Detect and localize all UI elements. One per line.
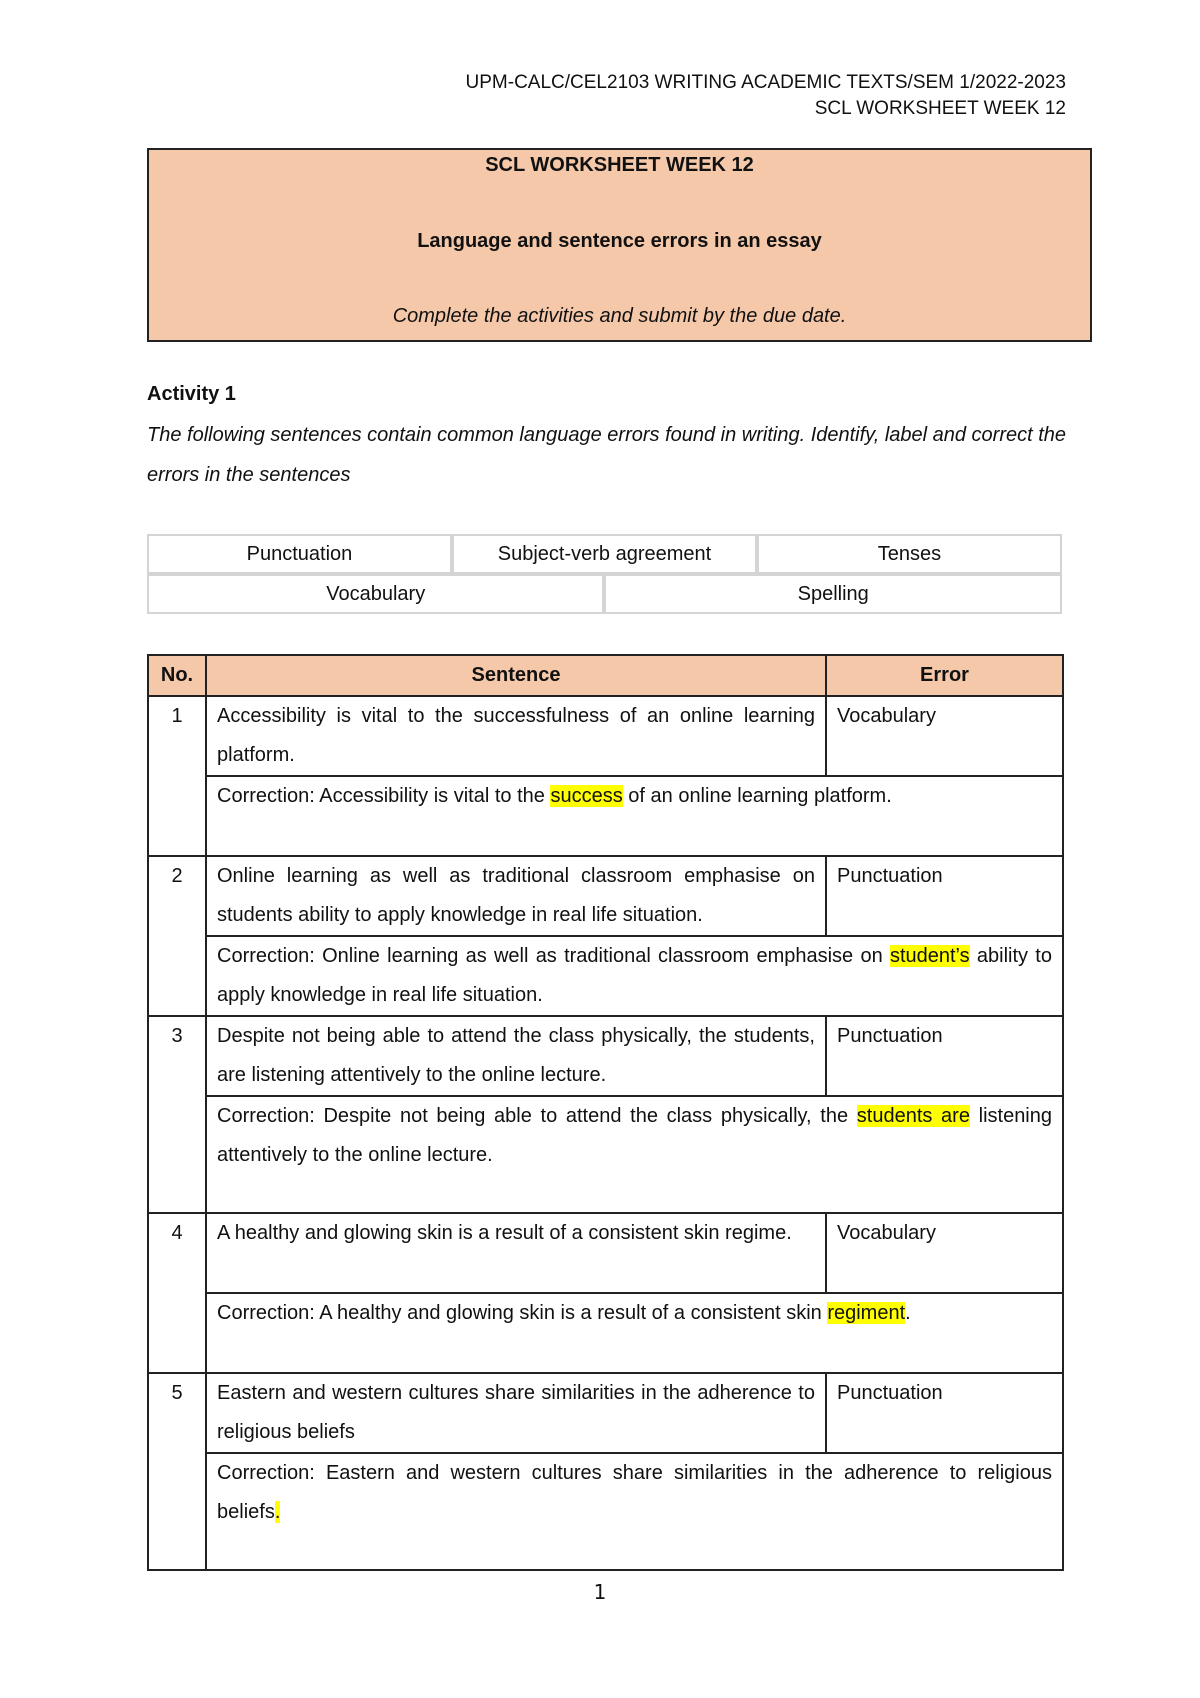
- header-no: No.: [148, 655, 206, 696]
- header-error: Error: [826, 655, 1063, 696]
- row-sentence: Despite not being able to attend the class physically, the students, are listening attentively to the online lecture.: [206, 1016, 826, 1096]
- table-row: [148, 696, 1063, 776]
- row-number: 3: [148, 1016, 206, 1213]
- header-sentence: Sentence: [206, 655, 826, 696]
- row-sentence: Eastern and western cultures share similarities in the adherence to religious beliefs: [206, 1373, 826, 1453]
- correction-row: [148, 1453, 1063, 1570]
- label-subject-verb-agreement: Subject-verb agreement: [452, 534, 757, 574]
- row-error-type: Punctuation: [826, 1373, 1063, 1453]
- title-banner: [147, 148, 1092, 342]
- correction-highlight: success: [550, 785, 623, 807]
- error-type-legend: [147, 534, 1062, 614]
- label-punctuation: Punctuation: [147, 534, 452, 574]
- correction-highlight: student’s: [889, 945, 970, 967]
- table-row: [148, 1213, 1063, 1293]
- label-vocabulary: Vocabulary: [147, 574, 604, 614]
- banner-title: SCL WORKSHEET WEEK 12: [485, 154, 754, 176]
- row-sentence: Online learning as well as traditional classroom emphasise on students ability to apply knowledge in real life situation.: [206, 856, 826, 936]
- banner-subtitle: Language and sentence errors in an essay: [417, 230, 822, 252]
- row-number: 5: [148, 1373, 206, 1570]
- page-number: 1: [593, 1580, 607, 1604]
- label-tenses: Tenses: [757, 534, 1062, 574]
- table-header-row: [148, 655, 1063, 696]
- activity-title: Activity 1: [147, 383, 236, 405]
- correction-highlight: regiment: [827, 1302, 906, 1324]
- banner-instruction: Complete the activities and submit by the due date.: [392, 305, 847, 327]
- correction-highlight: students are: [856, 1105, 970, 1127]
- correction-row: [148, 1096, 1063, 1213]
- activity-description: The following sentences contain common language errors found in writing. Identify, label and correct the errors in the sentences: [147, 424, 1067, 486]
- correction-text: Correction: Despite not being able to attend the class physically, the: [217, 1105, 857, 1127]
- correction-text: Correction: Eastern and western cultures share similarities in the adherence to religious beliefs: [217, 1462, 1052, 1523]
- correction-highlight: .: [274, 1501, 281, 1523]
- row-number: 2: [148, 856, 206, 1016]
- table-row: [148, 856, 1063, 936]
- correction-text-end: listening attentively to the online lecture.: [217, 1105, 1053, 1166]
- row-correction: [206, 1096, 1063, 1213]
- header-course-line: UPM-CALC/CEL2103 WRITING ACADEMIC TEXTS/SEM 1/2022-2023: [465, 72, 1066, 93]
- row-correction: [206, 1293, 1063, 1373]
- row-error-type: Vocabulary: [826, 696, 1063, 776]
- row-correction: [206, 1453, 1063, 1570]
- correction-text: Correction: Accessibility is vital to the: [217, 785, 551, 807]
- row-number: 1: [148, 696, 206, 856]
- row-error-type: Vocabulary: [826, 1213, 1063, 1293]
- row-error-type: Punctuation: [826, 856, 1063, 936]
- table-row: [148, 1016, 1063, 1096]
- correction-text-end: of an online learning platform.: [622, 785, 892, 807]
- correction-row: [148, 936, 1063, 1016]
- row-error-type: Punctuation: [826, 1016, 1063, 1096]
- table-row: [148, 1373, 1063, 1453]
- correction-text: Correction: Online learning as well as traditional classroom emphasise on: [217, 945, 890, 967]
- running-header: [466, 70, 1066, 122]
- row-correction: [206, 936, 1063, 1016]
- row-sentence: A healthy and glowing skin is a result of a consistent skin regime.: [206, 1213, 826, 1293]
- label-spelling: Spelling: [604, 574, 1062, 614]
- correction-row: [148, 776, 1063, 856]
- header-worksheet-line: SCL WORKSHEET WEEK 12: [814, 98, 1066, 119]
- row-correction: [206, 776, 1063, 856]
- correction-text-end: .: [905, 1302, 911, 1324]
- row-number: 4: [148, 1213, 206, 1373]
- row-sentence: Accessibility is vital to the successfulness of an online learning platform.: [206, 696, 826, 776]
- correction-text-end: ability to apply knowledge in real life situation.: [217, 945, 1052, 1006]
- correction-text: Correction: A healthy and glowing skin is a result of a consistent skin: [217, 1302, 828, 1324]
- correction-row: [148, 1293, 1063, 1373]
- error-table: [147, 654, 1062, 1571]
